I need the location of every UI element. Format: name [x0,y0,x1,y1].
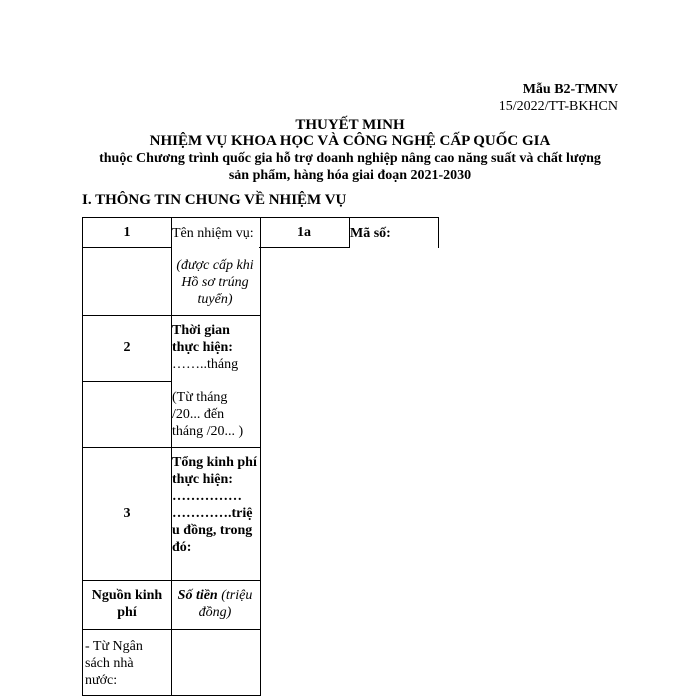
row1-note-blank [82,246,172,316]
program-line-2: sản phẩm, hàng hóa giai đoạn 2021-2030 [228,168,472,183]
funding-source-header: Nguồn kinh phí [82,579,172,630]
budget-label: Tổng kinh phí thực hiện: [172,455,257,487]
duration-value: ……..tháng [172,357,239,372]
code-label: Mã số: [348,217,439,248]
duration-label: Thời gian thực hiện: [172,323,233,355]
row3-number: 3 [82,446,172,581]
duration-note: (Từ tháng /20... đến tháng /20... ) [170,380,261,448]
row2-number: 2 [82,314,172,382]
document-subtitle: NHIỆM VỤ KHOA HỌC VÀ CÔNG NGHỆ CẤP QUỐC GIA [149,133,551,149]
budget-cell [170,446,261,581]
row2-note-blank [82,380,172,448]
form-code: Mẫu B2-TMNV [522,82,618,97]
budget-value: …………… ………….triệu đồng, trong đó: [172,489,253,555]
section-heading: I. THÔNG TIN CHUNG VỀ NHIỆM VỤ [82,192,347,208]
document-title: THUYẾT MINH [295,117,405,133]
form-reference: 15/2022/TT-BKHCN [498,99,618,114]
state-budget-amount[interactable] [170,628,261,696]
row1a-number: 1a [259,217,350,248]
amount-header-unit: (triệu đồng) [198,588,253,620]
task-code-note: (được cấp khi Hồ sơ trúng tuyển) [170,246,261,316]
task-name-label: Tên nhiệm vụ: [170,217,261,248]
amount-header-bold: Số tiền [177,588,218,603]
row1-number: 1 [82,217,172,248]
amount-header [170,579,261,630]
program-line-1: thuộc Chương trình quốc gia hỗ trợ doanh nghiệp nâng cao năng suất và chất lượng [99,151,601,166]
state-budget-label: - Từ Ngân sách nhà nước: [82,628,172,696]
duration-cell [170,314,261,382]
